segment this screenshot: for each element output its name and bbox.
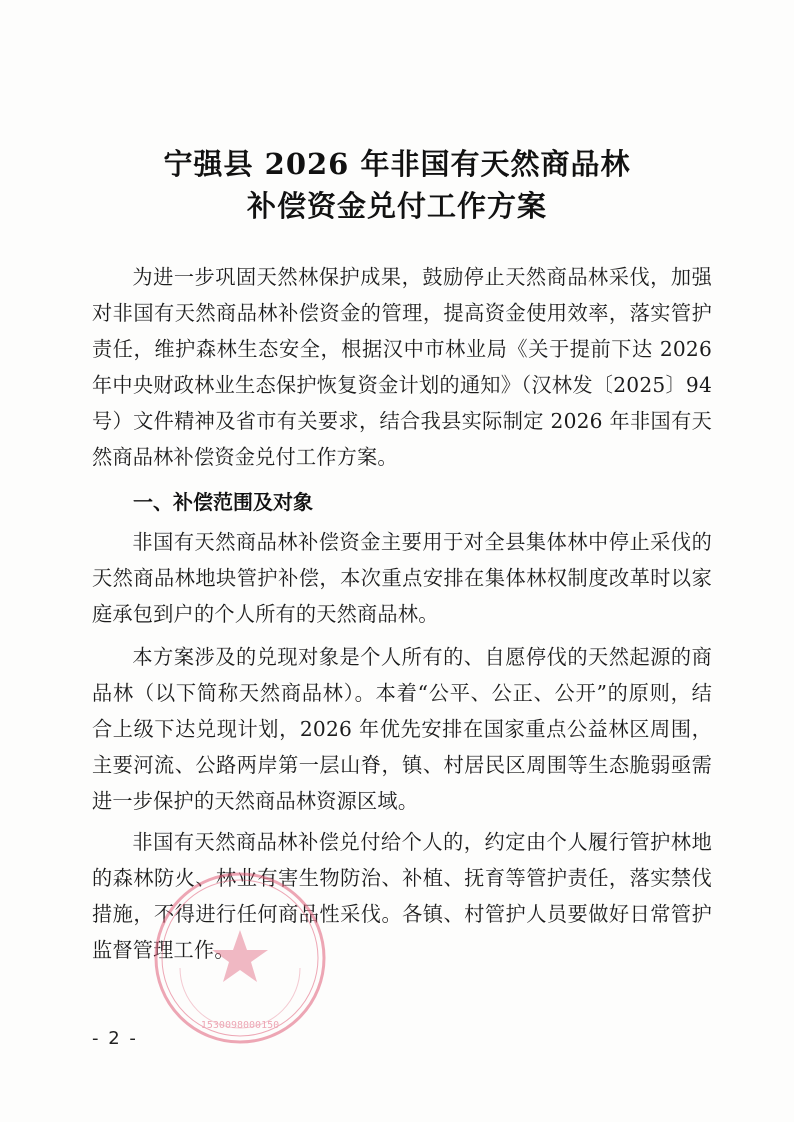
paragraph-responsibilities: 非国有天然商品林补偿兑付给个人的，约定由个人履行管护林地的森林防火、林业有害生物防治、补植、抚育等管护责任，落实禁伐措施，不得进行任何商品性采伐。各镇、村管护人员要做好日常管护监督管理工作。 bbox=[92, 830, 712, 962]
document-title-line-1: 宁强县 2026 年非国有天然商品林 bbox=[163, 147, 631, 181]
paragraph-intro: 为进一步巩固天然林保护成果，鼓励停止天然商品林采伐，加强对非国有天然商品林补偿资金的管理，提高资金使用效率，落实管护责任，维护森林生态安全，根据汉中市林业局《关于提前下达 2026 年中央财政林业生态保护恢复资金计划的通知》（汉林发〔2025〕94 号）文件精神及省市有关要求，结合我县实际制定 2026 年非国有天然商品林补偿资金兑付工作方案。 bbox=[92, 265, 712, 469]
page-number: - 2 - bbox=[92, 1028, 138, 1049]
seal-serial-number: 1530098000150 bbox=[200, 1020, 280, 1031]
paragraph-recipients: 本方案涉及的兑现对象是个人所有的、自愿停伐的天然起源的商品林（以下简称天然商品林）。本着“公平、公正、公开”的原则，结合上级下达兑现计划，2026 年优先安排在国家重点公益林区周围，主要河流、公路两岸第一层山脊，镇、村居民区周围等生态脆弱亟需进一步保护的天然商品林资源区域。 bbox=[92, 645, 712, 813]
paragraph-scope: 非国有天然商品林补偿资金主要用于对全县集体林中停止采伐的天然商品林地块管护补偿，本次重点安排在集体林权制度改革时以家庭承包到户的个人所有的天然商品林。 bbox=[92, 530, 712, 626]
document-title-line-2: 补偿资金兑付工作方案 bbox=[246, 189, 547, 223]
section-heading-scope: 一、补偿范围及对象 bbox=[133, 490, 313, 514]
